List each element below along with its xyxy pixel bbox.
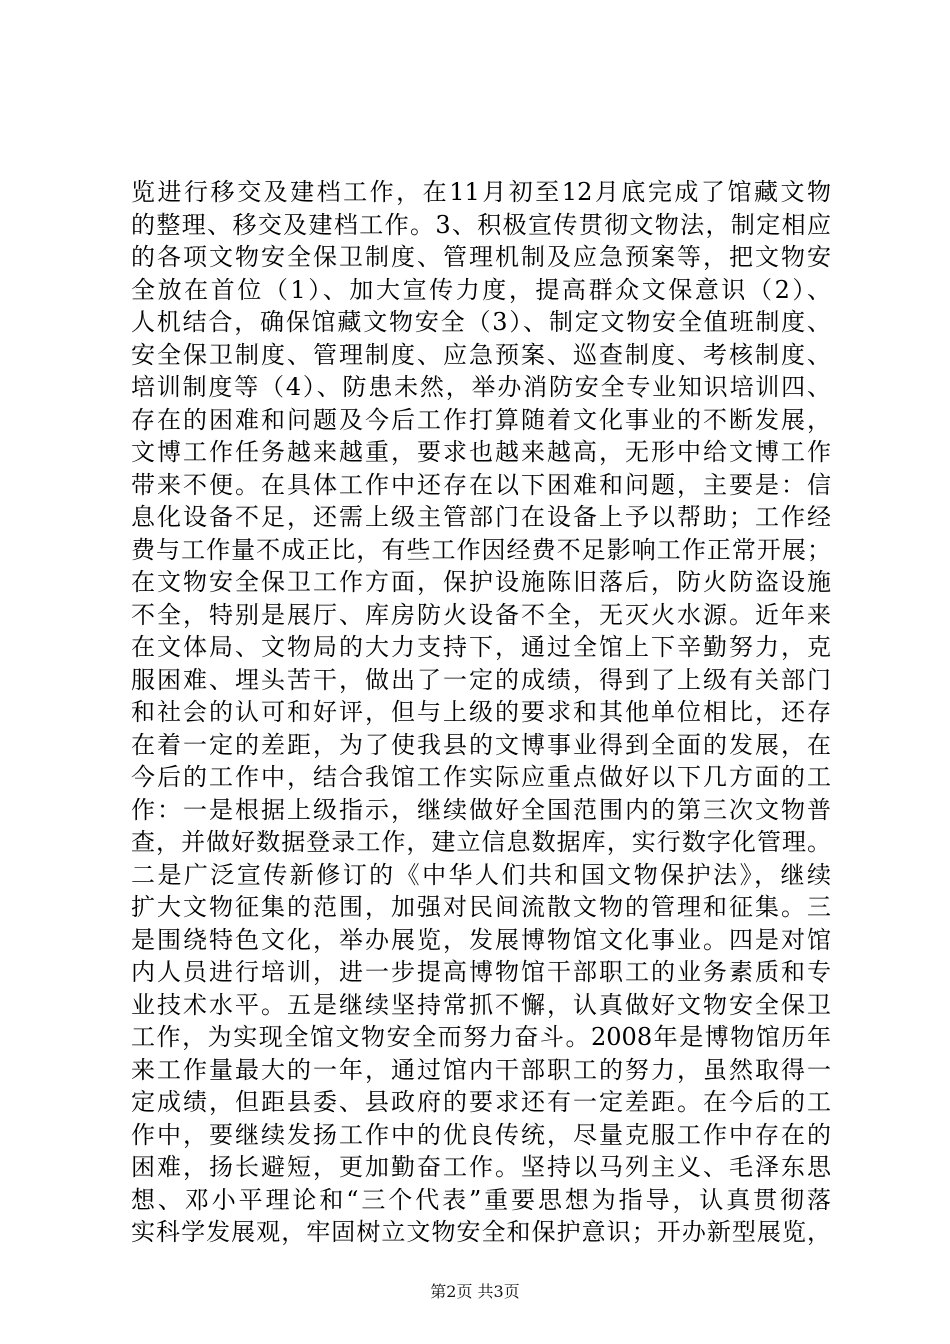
text-line: 查，并做好数据登录工作，建立信息数据库，实行数字化管理。 bbox=[131, 828, 831, 856]
text-line: 文博工作任务越来越重，要求也越来越高，无形中给文博工作 bbox=[131, 438, 831, 466]
text-line: 安全保卫制度、管理制度、应急预案、巡查制度、考核制度、 bbox=[131, 340, 831, 369]
text-line: 存在的困难和问题及今后工作打算随着文化事业的不断发展， bbox=[131, 405, 831, 434]
body-text bbox=[131, 176, 831, 1249]
text-line: 工作，为实现全馆文物安全而努力奋斗。2008年是博物馆历年 bbox=[131, 1023, 831, 1051]
text-line: 的各项文物安全保卫制度、管理机制及应急预案等，把文物安 bbox=[131, 243, 831, 271]
text-line: 扩大文物征集的范围，加强对民间流散文物的管理和征集。三 bbox=[131, 893, 831, 921]
text-line: 想、邓小平理论和“三个代表”重要思想为指导，认真贯彻落 bbox=[131, 1185, 831, 1214]
text-line: 服困难、埋头苦干，做出了一定的成绩，得到了上级有关部门 bbox=[131, 665, 831, 694]
text-line: 息化设备不足，还需上级主管部门在设备上予以帮助；工作经 bbox=[131, 503, 831, 531]
text-line: 费与工作量不成正比，有些工作因经费不足影响工作正常开展； bbox=[131, 535, 831, 564]
text-line: 培训制度等（4）、防患未然，举办消防安全专业知识培训四、 bbox=[131, 373, 831, 401]
text-line: 作中，要继续发扬工作中的优良传统，尽量克服工作中存在的 bbox=[131, 1120, 831, 1149]
text-line: 是围绕特色文化，举办展览，发展博物馆文化事业。四是对馆 bbox=[131, 925, 831, 954]
text-line: 带来不便。在具体工作中还存在以下困难和问题，主要是：信 bbox=[131, 470, 831, 499]
text-line: 内人员进行培训，进一步提高博物馆干部职工的业务素质和专 bbox=[131, 958, 831, 986]
text-line: 业技术水平。五是继续坚持常抓不懈，认真做好文物安全保卫 bbox=[131, 990, 831, 1019]
text-line: 来工作量最大的一年，通过馆内干部职工的努力，虽然取得一 bbox=[131, 1055, 831, 1084]
text-line: 人机结合，确保馆藏文物安全（3）、制定文物安全值班制度、 bbox=[131, 308, 831, 336]
text-line: 全放在首位（1）、加大宣传力度，提高群众文保意识（2）、 bbox=[131, 275, 831, 304]
text-line: 在文体局、文物局的大力支持下，通过全馆上下辛勤努力，克 bbox=[131, 633, 831, 661]
text-line: 在文物安全保卫工作方面，保护设施陈旧落后，防火防盗设施 bbox=[131, 568, 831, 596]
text-line: 实科学发展观，牢固树立文物安全和保护意识；开办新型展览， bbox=[131, 1218, 831, 1246]
text-line: 览进行移交及建档工作，在11月初至12月底完成了馆藏文物 bbox=[131, 178, 831, 206]
text-line: 的整理、移交及建档工作。3、积极宣传贯彻文物法，制定相应 bbox=[131, 210, 831, 239]
text-line: 不全，特别是展厅、库房防火设备不全，无灭火水源。近年来 bbox=[131, 600, 831, 629]
text-line: 今后的工作中，结合我馆工作实际应重点做好以下几方面的工 bbox=[131, 763, 831, 791]
page-footer: 第2页 共3页 bbox=[430, 1282, 520, 1301]
text-line: 和社会的认可和好评，但与上级的要求和其他单位相比，还存 bbox=[131, 698, 831, 726]
text-line: 困难，扬长避短，更加勤奋工作。坚持以马列主义、毛泽东思 bbox=[131, 1153, 831, 1181]
text-line: 二是广泛宣传新修订的《中华人们共和国文物保护法》，继续 bbox=[131, 860, 831, 889]
text-line: 作：一是根据上级指示，继续做好全国范围内的第三次文物普 bbox=[131, 795, 831, 824]
text-line: 定成绩，但距县委、县政府的要求还有一定差距。在今后的工 bbox=[131, 1088, 831, 1116]
text-line: 在着一定的差距，为了使我县的文博事业得到全面的发展，在 bbox=[131, 730, 831, 759]
